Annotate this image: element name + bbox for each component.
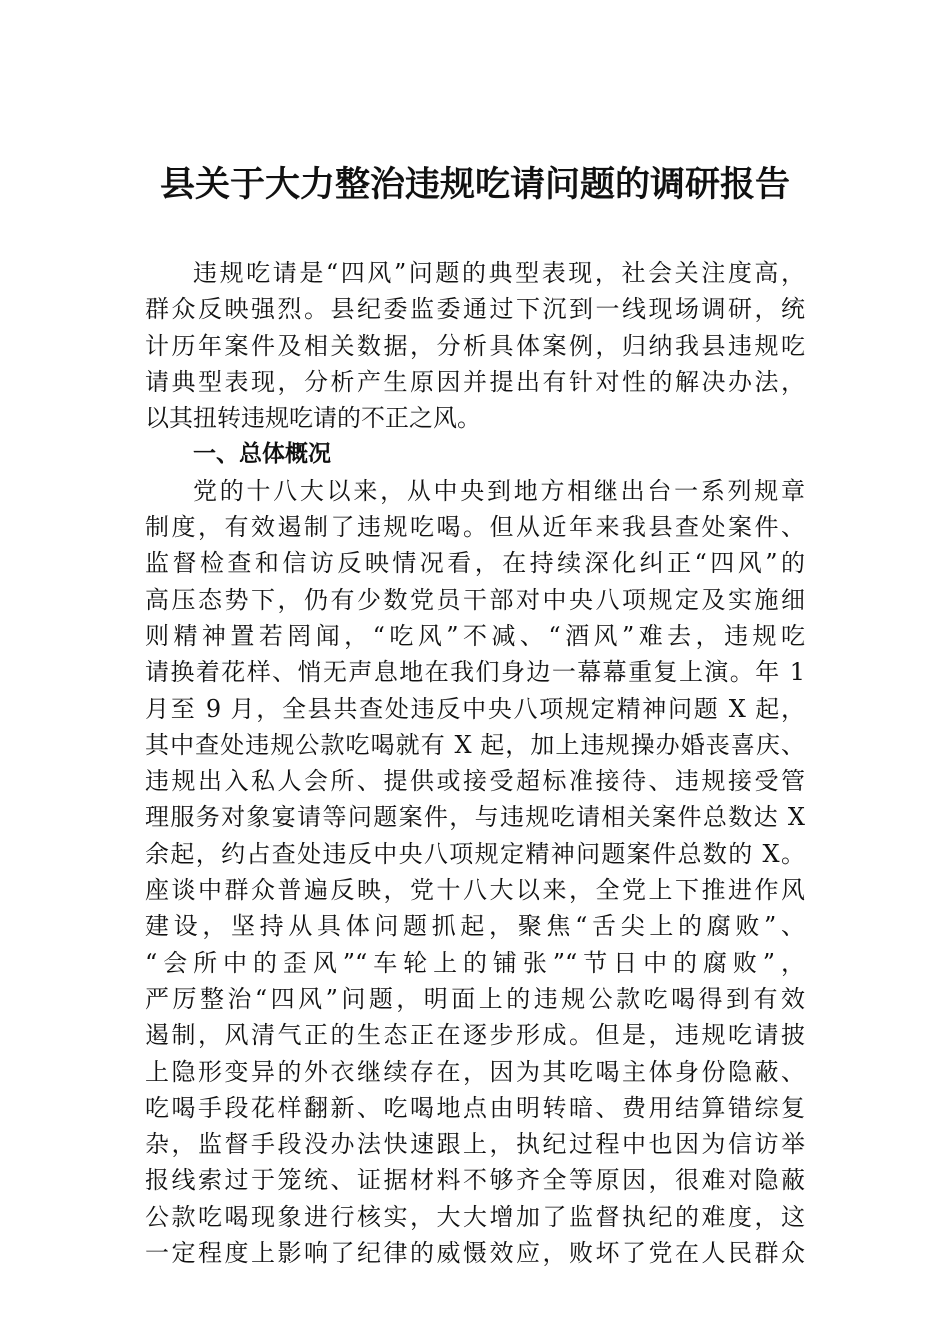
paragraph-line: 上隐形变异的外衣继续存在，因为其吃喝主体身份隐蔽、	[145, 1057, 805, 1086]
paragraph-line: 杂，监督手段没办法快速跟上，执纪过程中也因为信访举	[145, 1130, 805, 1159]
paragraph-line: 座谈中群众普遍反映，党十八大以来，全党上下推进作风	[145, 876, 805, 905]
paragraph-line: 制度，有效遏制了违规吃喝。但从近年来我县查处案件、	[145, 513, 805, 542]
paragraph-line: 遏制，风清气正的生态正在逐步形成。但是，违规吃请披	[145, 1021, 805, 1050]
paragraph-line: 其中查处违规公款吃喝就有 X 起，加上违规操办婚丧喜庆、	[145, 730, 805, 759]
paragraph-line: 吃喝手段花样翻新、吃喝地点由明转暗、费用结算错综复	[145, 1093, 805, 1122]
document-title: 县关于大力整治违规吃请问题的调研报告	[159, 164, 790, 205]
paragraph-line: 以其扭转违规吃请的不正之风。	[145, 404, 481, 433]
section-heading: 一、总体概况	[193, 441, 331, 468]
paragraph-line: 违规吃请是“四风”问题的典型表现，社会关注度高，	[193, 259, 805, 287]
paragraph-line: “会所中的歪风”“车轮上的铺张”“节日中的腐败”，	[145, 948, 805, 977]
paragraph-line: 请典型表现，分析产生原因并提出有针对性的解决办法，	[145, 367, 805, 396]
paragraph-line: 党的十八大以来，从中央到地方相继出台一系列规章	[193, 476, 805, 505]
paragraph-line: 请换着花样、悄无声息地在我们身边一幕幕重复上演。年 1	[145, 658, 805, 687]
paragraph-line: 建设，坚持从具体问题抓起，聚焦“舌尖上的腐败”、	[145, 912, 805, 941]
paragraph-line: 一定程度上影响了纪律的威慑效应，败坏了党在人民群众	[145, 1239, 805, 1268]
paragraph-line: 月至 9 月，全县共查处违反中央八项规定精神问题 X 起，	[145, 694, 805, 723]
paragraph-line: 严厉整治“四风”问题，明面上的违规公款吃喝得到有效	[145, 984, 805, 1013]
paragraph-line: 公款吃喝现象进行核实，大大增加了监督执纪的难度，这	[145, 1202, 805, 1231]
paragraph-line: 群众反映强烈。县纪委监委通过下沉到一线现场调研，统	[145, 295, 805, 324]
document-body	[145, 255, 805, 1271]
paragraph-line: 计历年案件及相关数据，分析具体案例，归纳我县违规吃	[145, 331, 805, 360]
paragraph-line: 监督检查和信访反映情况看，在持续深化纠正“四风”的	[145, 549, 805, 578]
paragraph-line: 余起，约占查处违反中央八项规定精神问题案件总数的 X。	[145, 839, 805, 868]
paragraph-line: 报线索过于笼统、证据材料不够齐全等原因，很难对隐蔽	[145, 1166, 805, 1195]
paragraph-line: 理服务对象宴请等问题案件，与违规吃请相关案件总数达 X	[145, 803, 805, 832]
paragraph-line: 则精神置若罔闻，“吃风”不减、“酒风”难去，违规吃	[145, 621, 805, 650]
paragraph-line: 高压态势下，仍有少数党员干部对中央八项规定及实施细	[145, 585, 805, 614]
paragraph-line: 违规出入私人会所、提供或接受超标准接待、违规接受管	[145, 767, 805, 796]
